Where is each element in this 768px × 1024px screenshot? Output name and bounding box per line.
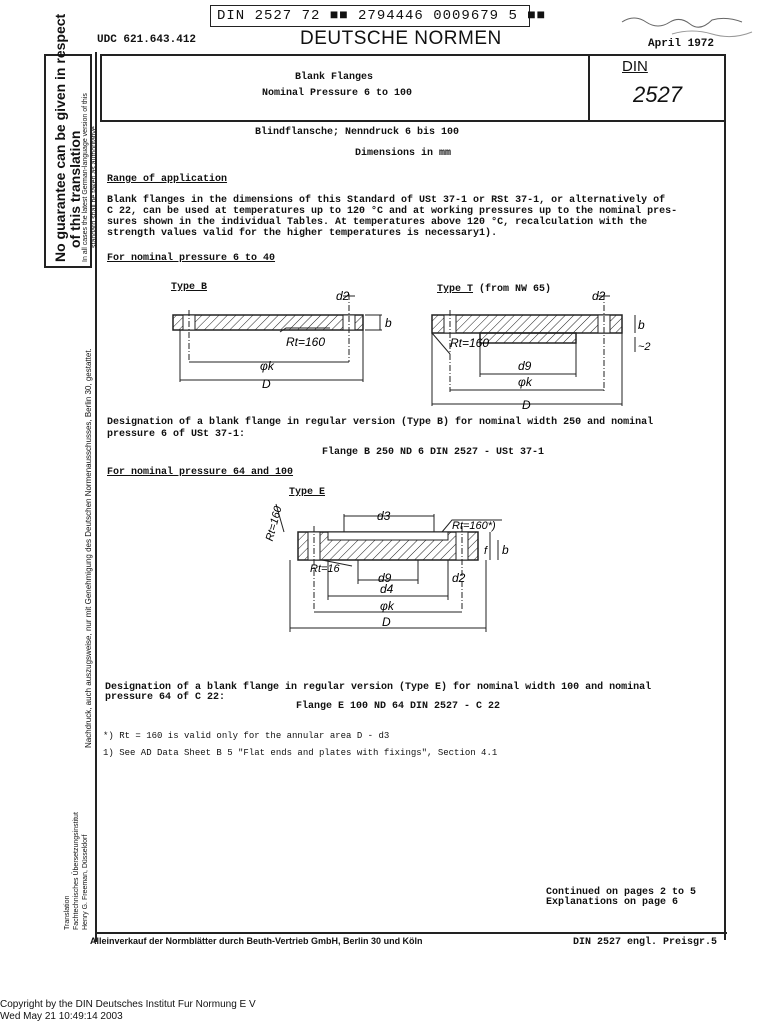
k-label: φk bbox=[260, 359, 274, 373]
k-label: φk bbox=[518, 375, 532, 389]
D-label: D bbox=[382, 615, 391, 629]
continued-note: Continued on pages 2 to 5 bbox=[546, 887, 697, 898]
rt160-label: Rt=160 bbox=[450, 336, 490, 350]
guarantee-small-line-1: In all cases the latest German-language version of this bbox=[82, 93, 89, 262]
din-label: DIN bbox=[622, 58, 648, 75]
range-paragraph-line: C 22, can be used at temperatures up to 120 °C and at working pressures up to the nominal pres- bbox=[107, 206, 678, 217]
document-barcode-strip: DIN 2527 72 ■■ 2794446 0009679 5 ■■ bbox=[210, 5, 530, 27]
print-timestamp: Wed May 21 10:49:14 2003 bbox=[0, 1011, 123, 1022]
d3-label: d3 bbox=[377, 509, 391, 523]
approx-2-label: ~2 bbox=[638, 341, 651, 353]
range-paragraph-line: Blank flanges in the dimensions of this Standard of USt 37-1 or RSt 37-1, or alternatively of bbox=[107, 195, 666, 206]
copyright-line: Copyright by the DIN Deutsches Institut Fur Normung E V bbox=[0, 999, 256, 1010]
sale-note: Alleinverkauf der Normblätter durch Beuth-Vertrieb GmbH, Berlin 30 und Köln bbox=[90, 936, 423, 946]
dimensions-note: Dimensions in mm bbox=[355, 148, 452, 159]
footnote: 1) See AD Data Sheet B 5 "Flat ends and plates with fixings", Section 4.1 bbox=[103, 748, 498, 758]
d2-label: d2 bbox=[336, 289, 350, 303]
right-margin-rule bbox=[724, 120, 726, 940]
type-t-name: Type T bbox=[437, 284, 474, 295]
translation-credit-1: Translation bbox=[64, 895, 71, 930]
range-heading: Range of application bbox=[107, 174, 228, 185]
designation-line: pressure 6 of USt 37-1: bbox=[107, 429, 246, 440]
d4-label: d4 bbox=[380, 582, 394, 596]
rt160-label: Rt=160 bbox=[286, 335, 326, 349]
bottom-rule bbox=[95, 932, 727, 934]
document-title: Blank Flanges bbox=[295, 72, 374, 83]
reprint-note: Nachdruck, auch auszugsweise, nur mit Genehmigung des Deutschen Normenausschusses, Berlin 30, gestattet. bbox=[84, 348, 93, 748]
nominal-pressure-heading-2: For nominal pressure 64 and 100 bbox=[107, 467, 294, 478]
publisher-heading: DEUTSCHE NORMEN bbox=[300, 28, 502, 49]
type-e-drawing bbox=[262, 500, 542, 635]
d2-label: d2 bbox=[592, 289, 606, 303]
type-t-drawing bbox=[420, 282, 660, 412]
designation-example: Flange B 250 ND 6 DIN 2527 - USt 37-1 bbox=[322, 447, 545, 458]
rt160-vertical-label: Rt=160 bbox=[263, 504, 285, 543]
range-paragraph-line: sures shown in the individual Tables. At temperatures above 120 °C, recalculation with the bbox=[107, 217, 648, 228]
d9-label: d9 bbox=[378, 571, 392, 585]
b-label: b bbox=[638, 318, 645, 332]
footnote: *) Rt = 160 is valid only for the annular area D - d3 bbox=[103, 731, 390, 741]
k-label: φk bbox=[380, 599, 394, 613]
rt16-label: Rt=16 bbox=[310, 563, 340, 575]
german-title: Blindflansche; Nenndruck 6 bis 100 bbox=[255, 127, 460, 138]
range-paragraph-line: strength values valid for the higher temperatures is necessary1). bbox=[107, 228, 498, 239]
designation-line: pressure 64 of C 22: bbox=[105, 692, 226, 703]
price-group: DIN 2527 engl. Preisgr.5 bbox=[573, 937, 718, 948]
flange-body bbox=[432, 315, 622, 333]
b-label: b bbox=[502, 543, 509, 557]
translation-credit-2: Fachtechnisches Übersetzungsinstitut bbox=[73, 812, 80, 930]
designation-line: Designation of a blank flange in regular version (Type B) for nominal width 250 and nominal bbox=[107, 417, 654, 428]
explanations-note: Explanations on page 6 bbox=[546, 897, 679, 908]
type-b-label: Type B bbox=[171, 282, 208, 293]
document-subtitle: Nominal Pressure 6 to 100 bbox=[262, 88, 413, 99]
header-divider bbox=[588, 54, 590, 122]
type-b-drawing bbox=[150, 282, 390, 392]
D-label: D bbox=[262, 377, 271, 391]
flange-body bbox=[173, 315, 363, 330]
b-label: b bbox=[385, 316, 392, 330]
flange-spigot bbox=[480, 333, 576, 343]
designation-example: Flange E 100 ND 64 DIN 2527 - C 22 bbox=[296, 701, 501, 712]
issue-date: April 1972 bbox=[648, 38, 715, 50]
udc-number: UDC 621.643.412 bbox=[97, 34, 197, 46]
guarantee-notice-line-1: No guarantee can be given in respect bbox=[52, 13, 68, 262]
f-label: f bbox=[484, 545, 488, 557]
d2-label: d2 bbox=[452, 571, 466, 585]
flange-recess bbox=[328, 532, 448, 540]
guarantee-small-line-2: standard shall be taken as authoritative bbox=[91, 126, 98, 248]
translation-credit-3: Henry G. Freeman, Düsseldorf bbox=[82, 834, 89, 930]
designation-line: Designation of a blank flange in regular version (Type E) for nominal width 100 and nominal bbox=[105, 682, 652, 693]
din-number: 2527 bbox=[633, 82, 682, 107]
rt160-star-label: Rt=160*) bbox=[452, 520, 496, 532]
D-label: D bbox=[522, 398, 531, 412]
nominal-pressure-heading-1: For nominal pressure 6 to 40 bbox=[107, 253, 276, 264]
guarantee-notice-line-2: of this translation bbox=[67, 130, 83, 248]
d9-label: d9 bbox=[518, 359, 532, 373]
type-t-suffix: (from NW 65) bbox=[473, 284, 552, 295]
type-e-label: Type E bbox=[289, 487, 326, 498]
